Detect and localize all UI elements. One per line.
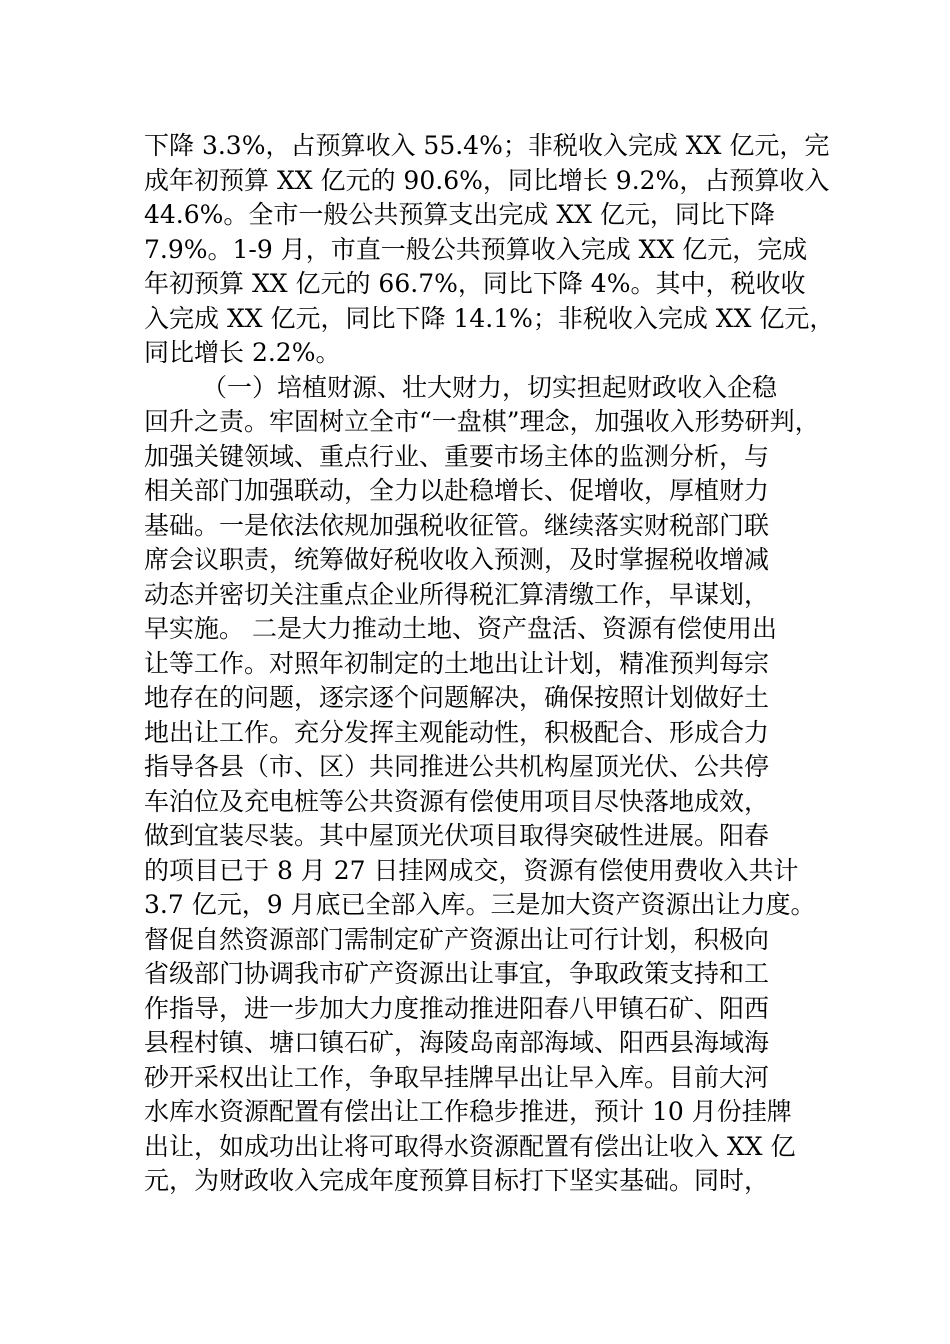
text-line: 车泊位及充电桩等公共资源有偿使用项目尽快落地成效， [144, 786, 770, 816]
text-line: 让等工作。对照年初制定的土地出让计划，精准预判每宗 [144, 648, 770, 678]
paragraph-revenue-summary [144, 129, 844, 371]
text-line: 指导各县（市、区）共同推进公共机构屋顶光伏、公共停 [144, 752, 770, 781]
text-line: 砂开采权出让工作，争取早挂牌早出让早入库。目前大河 [144, 1062, 770, 1092]
text-line: 回升之责。牢固树立全市“一盘棋”理念，加强收入形势研判， [144, 407, 820, 436]
text-line: 动态并密切关注重点企业所得税汇算清缴工作，早谋划， [144, 579, 770, 609]
paragraph-section-one [144, 371, 844, 1199]
text-line: 出让，如成功出让将可取得水资源配置有偿出让收入 XX 亿 [144, 1131, 796, 1161]
text-line: 作指导，进一步加大力度推动推进阳春八甲镇石矿、阳西 [144, 993, 770, 1023]
text-line: 入完成 XX 亿元，同比下降 14.1%；非税收入完成 XX 亿元， [144, 303, 835, 333]
text-line: 相关部门加强联动，全力以赴稳增长、促增收，厚植财力 [144, 476, 770, 505]
text-line: 早实施。 二是大力推动土地、资产盘活、资源有偿使用出 [144, 614, 777, 643]
text-line: 省级部门协调我市矿产资源出让事宜，争取政策支持和工 [144, 959, 770, 988]
text-line: 成年初预算 XX 亿元的 90.6%，同比增长 9.2%，占预算收入 [144, 165, 830, 195]
text-line: 做到宜装尽装。其中屋顶光伏项目取得突破性进展。阳春 [144, 821, 770, 850]
text-line: 基础。一是依法依规加强税收征管。继续落实财税部门联 [144, 510, 770, 540]
text-line: 督促自然资源部门需制定矿产资源出让可行计划，积极向 [144, 924, 770, 954]
text-line: 3.7 亿元，9 月底已全部入库。三是加大资产资源出让力度。 [144, 890, 816, 919]
text-line: 县程村镇、塘口镇石矿，海陵岛南部海域、阳西县海域海 [144, 1028, 770, 1057]
text-line: 地出让工作。充分发挥主观能动性，积极配合、形成合力 [144, 717, 770, 747]
section-heading-line: （一）培植财源、壮大财力，切实担起财政收入企稳 [202, 372, 778, 402]
text-line: 44.6%。全市一般公共预算支出完成 XX 亿元，同比下降 [144, 200, 775, 229]
body-text [144, 129, 844, 1199]
text-line: 下降 3.3%，占预算收入 55.4%；非税收入完成 XX 亿元，完 [144, 131, 830, 160]
text-line: 7.9%。1-9 月，市直一般公共预算收入完成 XX 亿元，完成 [144, 234, 808, 264]
text-line: 席会议职责，统筹做好税收收入预测，及时掌握税收增减 [144, 545, 770, 574]
text-line: 地存在的问题，逐宗逐个问题解决，确保按照计划做好土 [144, 683, 770, 712]
text-line: 水库水资源配置有偿出让工作稳步推进，预计 10 月份挂牌 [144, 1097, 792, 1126]
text-line: 同比增长 2.2%。 [144, 338, 341, 367]
text-line: 元，为财政收入完成年度预算目标打下坚实基础。同时， [144, 1166, 770, 1195]
text-line: 加强关键领域、重点行业、重要市场主体的监测分析，与 [144, 441, 770, 471]
text-line: 年初预算 XX 亿元的 66.7%，同比下降 4%。其中，税收收 [144, 269, 806, 298]
text-line: 的项目已于 8 月 27 日挂网成交，资源有偿使用费收入共计 [144, 855, 799, 885]
